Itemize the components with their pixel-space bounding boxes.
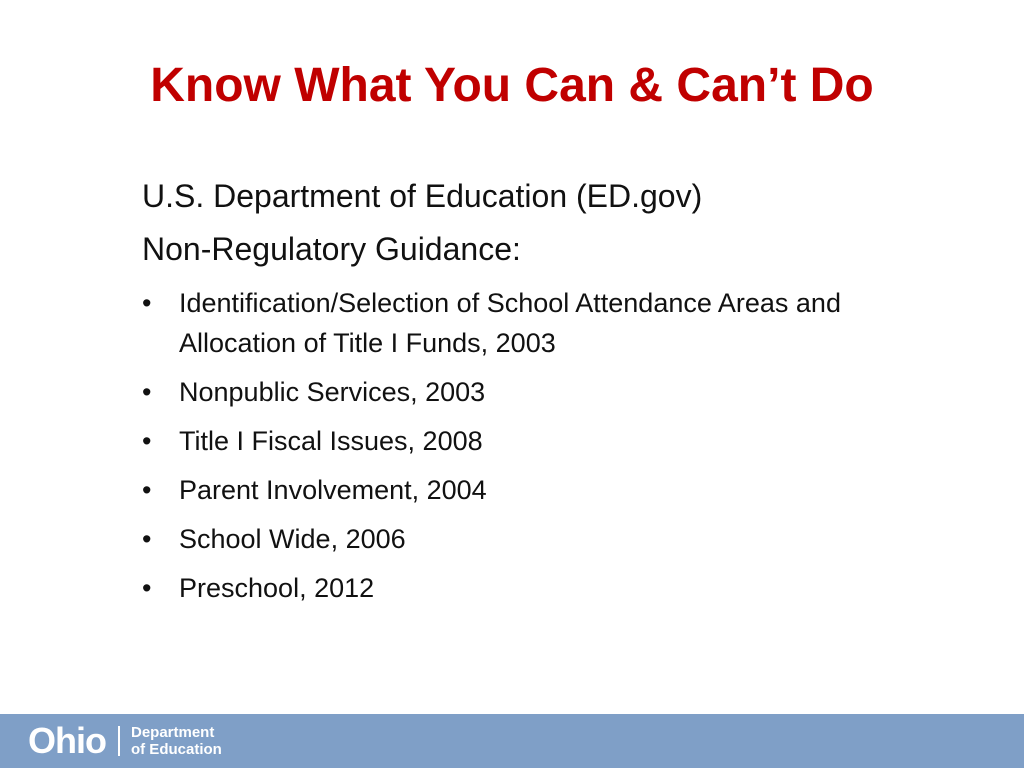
guidance-bullet-list <box>142 283 902 608</box>
list-item-text: Preschool, 2012 <box>179 573 375 603</box>
list-item-text: Nonpublic Services, 2003 <box>179 377 486 407</box>
bullet-icon: • <box>142 524 152 554</box>
list-item <box>142 372 902 412</box>
intro-line-guidance: Non-Regulatory Guidance: <box>142 231 521 267</box>
list-item-text: Parent Involvement, 2004 <box>179 475 487 505</box>
intro-line-source: U.S. Department of Education (ED.gov) <box>142 178 703 214</box>
list-item-text: Title I Fiscal Issues, 2008 <box>179 426 483 456</box>
bullet-icon: • <box>142 475 152 505</box>
list-item-text: Identification/Selection of School Attendance Areas and Allocation of Title I Funds, 2003 <box>179 288 841 358</box>
bullet-icon: • <box>142 288 152 318</box>
bullet-icon: • <box>142 426 152 456</box>
bullet-icon: • <box>142 573 152 603</box>
list-item <box>142 470 902 510</box>
list-item <box>142 283 902 363</box>
list-item <box>142 568 902 608</box>
slide-content <box>142 170 902 617</box>
ohio-department-of-education-logo <box>28 720 222 761</box>
footer-bar <box>0 714 1024 768</box>
logo-ohio-wordmark: Ohio <box>28 720 106 761</box>
list-item <box>142 519 902 559</box>
bullet-icon: • <box>142 377 152 407</box>
slide-title: Know What You Can & Can’t Do <box>150 59 874 112</box>
logo-department-text <box>131 724 222 758</box>
logo-divider <box>118 726 120 756</box>
list-item-text: School Wide, 2006 <box>179 524 406 554</box>
logo-dept-line-2: of Education <box>130 741 222 758</box>
list-item <box>142 421 902 461</box>
logo-dept-line-1: Department <box>130 724 215 741</box>
